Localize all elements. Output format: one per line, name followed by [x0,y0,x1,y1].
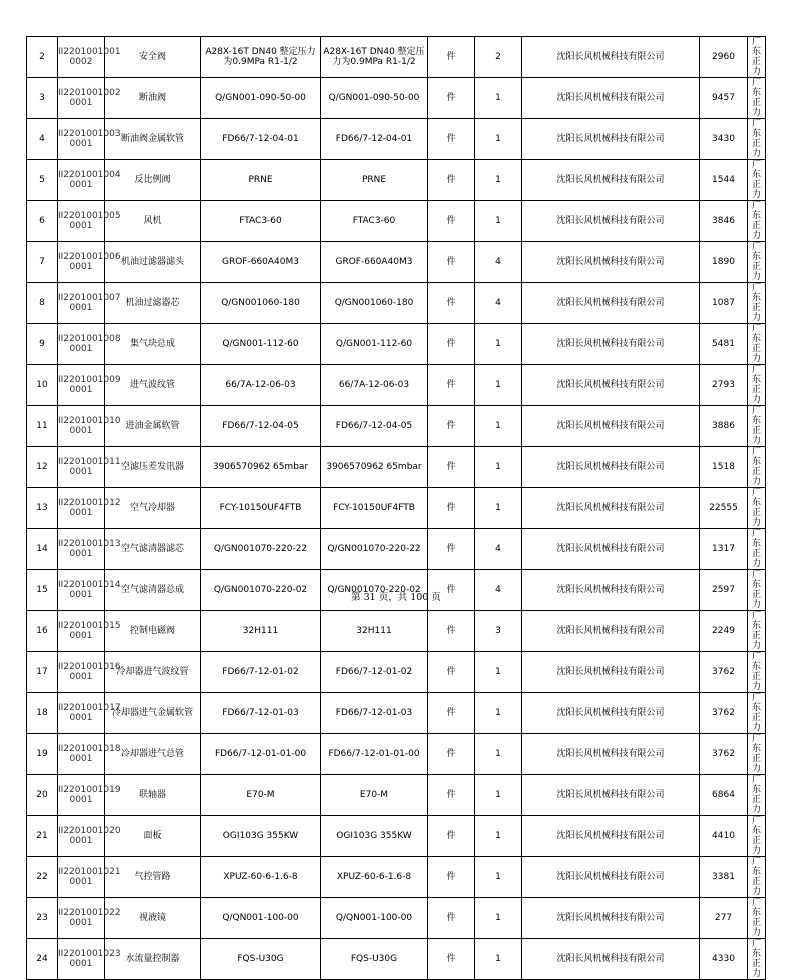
row-price: 3762 [700,652,748,693]
row-index: 10 [27,365,58,406]
row-quantity: 1 [475,160,522,201]
row-note: 广东正力 [748,529,766,570]
row-price: 1087 [700,283,748,324]
row-code: II2201001009 0001 [58,365,105,406]
row-note: 广东正力 [748,693,766,734]
row-unit: 件 [428,898,475,939]
row-supplier: 沈阳长风机械科技有限公司 [522,775,700,816]
row-supplier: 沈阳长风机械科技有限公司 [522,406,700,447]
row-model: XPUZ-60-6-1.6-8 [201,857,321,898]
row-supplier: 沈阳长风机械科技有限公司 [522,160,700,201]
table-row [27,857,766,898]
row-model: Q/QN001-100-00 [201,898,321,939]
row-model: GROF-660A40M3 [201,242,321,283]
row-supplier: 沈阳长风机械科技有限公司 [522,242,700,283]
row-spec: FD66/7-12-01-01-00 [321,734,428,775]
row-unit: 件 [428,242,475,283]
row-note: 广东正力 [748,78,766,119]
row-supplier: 沈阳长风机械科技有限公司 [522,78,700,119]
row-unit: 件 [428,324,475,365]
row-name: 冷却器进气金属软管 [105,693,201,734]
row-index: 20 [27,775,58,816]
row-code: II2201001022 0001 [58,898,105,939]
row-code: II2201001002 0001 [58,78,105,119]
row-index: 12 [27,447,58,488]
table-row [27,775,766,816]
row-model: Q/GN001070-220-22 [201,529,321,570]
row-name: 空气滤清器滤芯 [105,529,201,570]
row-note: 广东正力 [748,447,766,488]
row-quantity: 1 [475,734,522,775]
row-supplier: 沈阳长风机械科技有限公司 [522,611,700,652]
row-name: 断油阀金属软管 [105,119,201,160]
row-supplier: 沈阳长风机械科技有限公司 [522,447,700,488]
row-note: 广东正力 [748,242,766,283]
row-note: 广东正力 [748,734,766,775]
row-name: 风机 [105,201,201,242]
row-name: 机油过滤器芯 [105,283,201,324]
row-index: 9 [27,324,58,365]
row-supplier: 沈阳长风机械科技有限公司 [522,652,700,693]
row-price: 22555 [700,488,748,529]
row-code: II2201001016 0001 [58,652,105,693]
row-price: 3381 [700,857,748,898]
row-price: 4410 [700,816,748,857]
row-name: 面板 [105,816,201,857]
table-body [27,37,766,980]
row-unit: 件 [428,406,475,447]
row-index: 18 [27,693,58,734]
row-code: II2201001021 0001 [58,857,105,898]
table-row [27,529,766,570]
row-model: PRNE [201,160,321,201]
row-code: II2201001003 0001 [58,119,105,160]
row-price: 3762 [700,693,748,734]
row-code: II2201001008 0001 [58,324,105,365]
row-note: 广东正力 [748,488,766,529]
row-index: 8 [27,283,58,324]
row-supplier: 沈阳长风机械科技有限公司 [522,201,700,242]
row-quantity: 1 [475,324,522,365]
row-note: 广东正力 [748,652,766,693]
row-quantity: 1 [475,939,522,980]
row-price: 1544 [700,160,748,201]
row-name: 空滤压差发讯器 [105,447,201,488]
row-quantity: 1 [475,775,522,816]
row-note: 广东正力 [748,406,766,447]
row-quantity: 1 [475,78,522,119]
row-supplier: 沈阳长风机械科技有限公司 [522,898,700,939]
table-row [27,78,766,119]
row-price: 6864 [700,775,748,816]
row-unit: 件 [428,857,475,898]
row-unit: 件 [428,816,475,857]
row-supplier: 沈阳长风机械科技有限公司 [522,37,700,78]
row-code: II2201001007 0001 [58,283,105,324]
table-row [27,734,766,775]
table-row [27,939,766,980]
row-supplier: 沈阳长风机械科技有限公司 [522,324,700,365]
row-code: II2201001020 0001 [58,816,105,857]
table-row [27,611,766,652]
row-name: 气控管路 [105,857,201,898]
row-supplier: 沈阳长风机械科技有限公司 [522,734,700,775]
row-name: 安全阀 [105,37,201,78]
row-quantity: 1 [475,816,522,857]
row-note: 广东正力 [748,857,766,898]
row-model: FCY-10150UF4FTB [201,488,321,529]
row-code: II2201001004 0001 [58,160,105,201]
row-model: Q/GN001060-180 [201,283,321,324]
row-index: 11 [27,406,58,447]
row-spec: 66/7A-12-06-03 [321,365,428,406]
table-row [27,816,766,857]
table-row [27,119,766,160]
row-spec: PRNE [321,160,428,201]
row-price: 277 [700,898,748,939]
row-spec: Q/GN001070-220-22 [321,529,428,570]
row-price: 3846 [700,201,748,242]
row-index: 21 [27,816,58,857]
table-row [27,201,766,242]
row-supplier: 沈阳长风机械科技有限公司 [522,283,700,324]
row-code: II2201001015 0001 [58,611,105,652]
row-unit: 件 [428,119,475,160]
row-note: 广东正力 [748,611,766,652]
row-price: 2960 [700,37,748,78]
row-name: 进气波纹管 [105,365,201,406]
row-index: 4 [27,119,58,160]
row-quantity: 4 [475,570,522,611]
row-note: 广东正力 [748,898,766,939]
row-note: 广东正力 [748,324,766,365]
row-supplier: 沈阳长风机械科技有限公司 [522,857,700,898]
row-supplier: 沈阳长风机械科技有限公司 [522,488,700,529]
row-code: II2201001006 0001 [58,242,105,283]
row-note: 广东正力 [748,570,766,611]
row-model: FTAC3-60 [201,201,321,242]
row-index: 23 [27,898,58,939]
row-model: 66/7A-12-06-03 [201,365,321,406]
row-code: II2201001013 0001 [58,529,105,570]
table-row [27,160,766,201]
row-quantity: 1 [475,406,522,447]
row-name: 空气冷却器 [105,488,201,529]
table-row [27,898,766,939]
page-footer: 第 31 页，共 100 页 [351,592,441,603]
row-name: 冷却器进气总管 [105,734,201,775]
row-note: 广东正力 [748,201,766,242]
row-unit: 件 [428,734,475,775]
row-model: FD66/7-12-01-02 [201,652,321,693]
row-name: 集气块总成 [105,324,201,365]
row-code: II2201001010 0001 [58,406,105,447]
row-note: 广东正力 [748,816,766,857]
row-code: II2201001012 0001 [58,488,105,529]
row-spec: FD66/7-12-04-05 [321,406,428,447]
row-spec: FD66/7-12-04-01 [321,119,428,160]
row-unit: 件 [428,488,475,529]
row-price: 1518 [700,447,748,488]
table-row [27,406,766,447]
row-name: 视液镜 [105,898,201,939]
row-index: 3 [27,78,58,119]
row-quantity: 1 [475,857,522,898]
row-index: 13 [27,488,58,529]
row-name: 空气滤清器总成 [105,570,201,611]
row-model: FD66/7-12-01-01-00 [201,734,321,775]
table-row [27,365,766,406]
row-spec: FQS-U30G [321,939,428,980]
parts-table [26,36,766,980]
table-row [27,488,766,529]
row-unit: 件 [428,201,475,242]
row-unit: 件 [428,78,475,119]
row-supplier: 沈阳长风机械科技有限公司 [522,816,700,857]
row-model: FD66/7-12-04-05 [201,406,321,447]
row-model: FQS-U30G [201,939,321,980]
row-note: 广东正力 [748,775,766,816]
row-quantity: 4 [475,283,522,324]
row-name: 进油金属软管 [105,406,201,447]
row-index: 6 [27,201,58,242]
row-note: 广东正力 [748,939,766,980]
row-index: 16 [27,611,58,652]
row-unit: 件 [428,775,475,816]
row-note: 广东正力 [748,37,766,78]
row-quantity: 1 [475,488,522,529]
row-spec: FD66/7-12-01-02 [321,652,428,693]
row-name: 冷却器进气波纹管 [105,652,201,693]
row-unit: 件 [428,652,475,693]
row-quantity: 3 [475,611,522,652]
row-model: A28X-16T DN40 整定压力为0.9MPa R1-1/2 [201,37,321,78]
row-quantity: 1 [475,447,522,488]
row-model: 32H111 [201,611,321,652]
row-unit: 件 [428,693,475,734]
row-spec: GROF-660A40M3 [321,242,428,283]
row-price: 1317 [700,529,748,570]
row-spec: FD66/7-12-01-03 [321,693,428,734]
row-code: II2201001014 0001 [58,570,105,611]
row-price: 3886 [700,406,748,447]
row-unit: 件 [428,529,475,570]
row-supplier: 沈阳长风机械科技有限公司 [522,570,700,611]
row-quantity: 1 [475,201,522,242]
row-unit: 件 [428,570,475,611]
row-code: II2201001018 0001 [58,734,105,775]
row-code: II2201001017 0001 [58,693,105,734]
row-supplier: 沈阳长风机械科技有限公司 [522,529,700,570]
row-price: 2793 [700,365,748,406]
table-row [27,652,766,693]
row-quantity: 4 [475,529,522,570]
row-unit: 件 [428,939,475,980]
row-name: 断油阀 [105,78,201,119]
row-price: 9457 [700,78,748,119]
row-price: 3430 [700,119,748,160]
row-index: 2 [27,37,58,78]
table-row [27,324,766,365]
row-price: 3762 [700,734,748,775]
row-code: II2201001011 0001 [58,447,105,488]
row-unit: 件 [428,365,475,406]
row-model: FD66/7-12-01-03 [201,693,321,734]
row-unit: 件 [428,447,475,488]
row-price: 2249 [700,611,748,652]
row-spec: FTAC3-60 [321,201,428,242]
row-unit: 件 [428,37,475,78]
row-spec: Q/QN001-100-00 [321,898,428,939]
row-model: OGI103G 355KW [201,816,321,857]
row-quantity: 1 [475,652,522,693]
row-unit: 件 [428,283,475,324]
row-spec: 32H111 [321,611,428,652]
row-spec: Q/GN001-090-50-00 [321,78,428,119]
row-index: 22 [27,857,58,898]
row-model: Q/GN001-112-60 [201,324,321,365]
row-model: FD66/7-12-04-01 [201,119,321,160]
row-spec: A28X-16T DN40 整定压力为0.9MPa R1-1/2 [321,37,428,78]
row-unit: 件 [428,160,475,201]
row-code: II2201001005 0001 [58,201,105,242]
row-code: II2201001001 0002 [58,37,105,78]
row-quantity: 1 [475,119,522,160]
row-quantity: 2 [475,37,522,78]
row-index: 15 [27,570,58,611]
row-model: 3906570962 65mbar [201,447,321,488]
row-name: 控制电磁阀 [105,611,201,652]
row-spec: Q/GN001070-220-02 [321,570,428,611]
row-note: 广东正力 [748,283,766,324]
row-quantity: 4 [475,242,522,283]
row-price: 2597 [700,570,748,611]
table-row [27,283,766,324]
row-name: 联轴器 [105,775,201,816]
row-index: 19 [27,734,58,775]
row-name: 水流量控制器 [105,939,201,980]
row-price: 1890 [700,242,748,283]
row-supplier: 沈阳长风机械科技有限公司 [522,939,700,980]
row-index: 14 [27,529,58,570]
row-code: II2201001023 0001 [58,939,105,980]
row-unit: 件 [428,611,475,652]
row-index: 5 [27,160,58,201]
row-spec: OGI103G 355KW [321,816,428,857]
row-model: Q/GN001-090-50-00 [201,78,321,119]
row-code: II2201001019 0001 [58,775,105,816]
row-note: 广东正力 [748,119,766,160]
row-note: 广东正力 [748,160,766,201]
table-row [27,693,766,734]
row-spec: FCY-10150UF4FTB [321,488,428,529]
row-price: 5481 [700,324,748,365]
row-index: 24 [27,939,58,980]
row-name: 机油过滤器滤头 [105,242,201,283]
row-model: E70-M [201,775,321,816]
row-name: 反比例阀 [105,160,201,201]
table-row [27,447,766,488]
row-index: 17 [27,652,58,693]
row-supplier: 沈阳长风机械科技有限公司 [522,365,700,406]
row-price: 4330 [700,939,748,980]
row-quantity: 1 [475,693,522,734]
row-model: Q/GN001070-220-02 [201,570,321,611]
table-row [27,242,766,283]
table-row [27,37,766,78]
row-supplier: 沈阳长风机械科技有限公司 [522,693,700,734]
row-spec: XPUZ-60-6-1.6-8 [321,857,428,898]
row-supplier: 沈阳长风机械科技有限公司 [522,119,700,160]
row-note: 广东正力 [748,365,766,406]
row-index: 7 [27,242,58,283]
row-spec: Q/GN001-112-60 [321,324,428,365]
row-quantity: 1 [475,365,522,406]
row-spec: 3906570962 65mbar [321,447,428,488]
row-spec: E70-M [321,775,428,816]
row-spec: Q/GN001060-180 [321,283,428,324]
row-quantity: 1 [475,898,522,939]
